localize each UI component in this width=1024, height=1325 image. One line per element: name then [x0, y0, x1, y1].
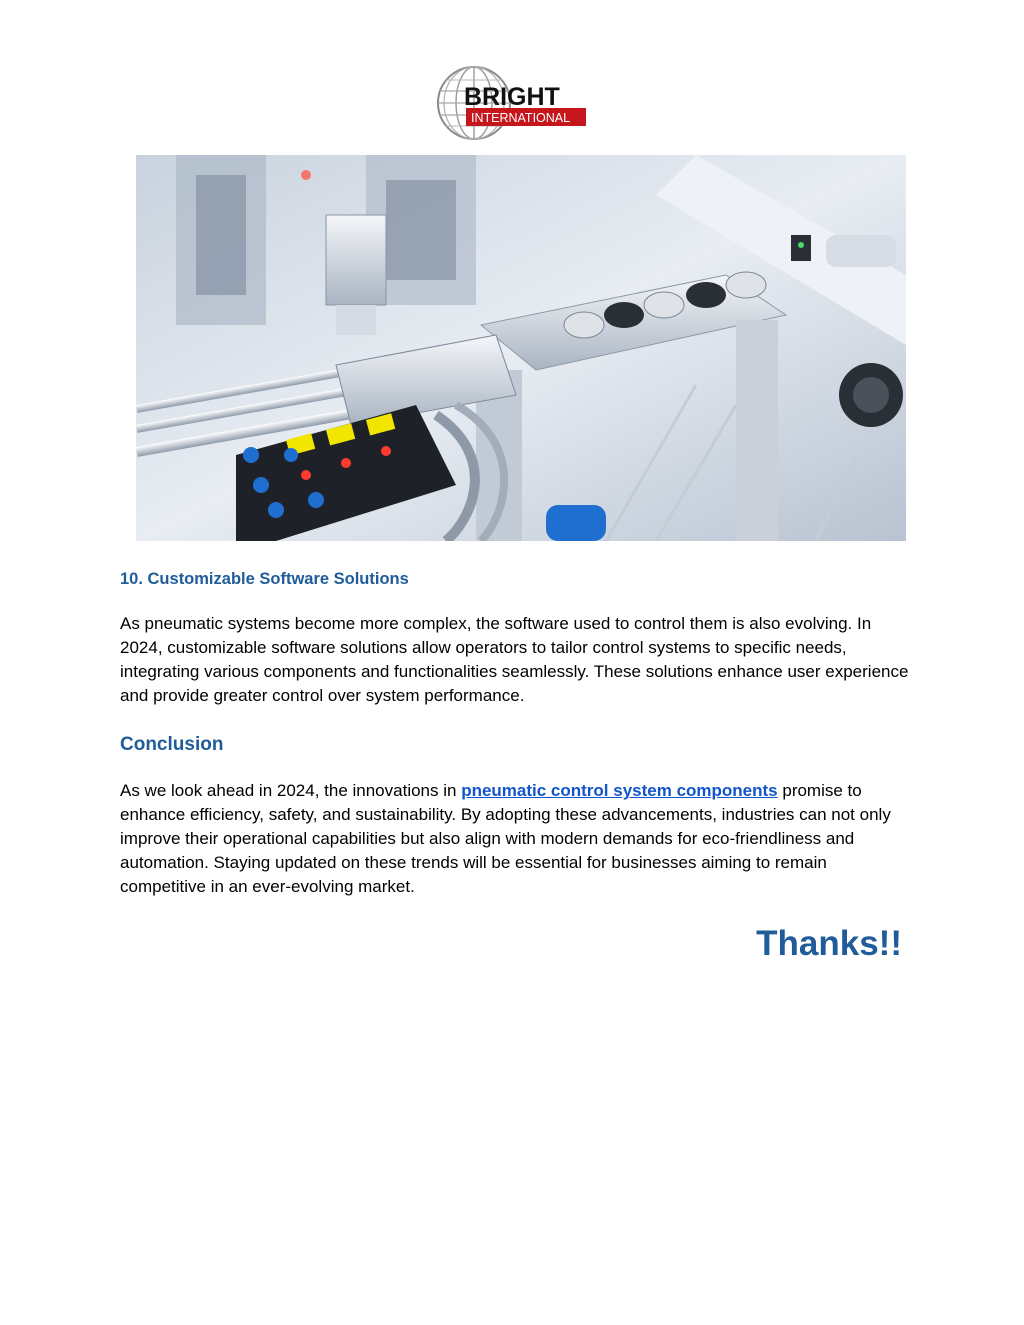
section-heading: 10. Customizable Software Solutions	[120, 570, 409, 588]
conclusion-heading: Conclusion	[120, 734, 224, 755]
conclusion-text-end: promise to enhance efficiency, safety, and sustainability. By adopting these advancements, industries can not only improve their operational capabilities but also align with modern demands for eco-friendliness and automation. Staying updated on these trends will be essential for businesses aiming to remain competitive in an ever-evolving market.	[120, 781, 891, 896]
conclusion-paragraph	[120, 779, 910, 899]
logo-wordmark: BRIGHT	[464, 83, 560, 111]
hero-image	[136, 155, 906, 541]
conclusion-text-start: As we look ahead in 2024, the innovations in	[120, 781, 462, 800]
brand-logo	[434, 64, 590, 142]
pneumatic-components-link[interactable]: pneumatic control system components	[461, 781, 778, 800]
logo-subtitle: INTERNATIONAL	[471, 111, 571, 125]
closing-thanks: Thanks!!	[756, 924, 902, 963]
section-paragraph: As pneumatic systems become more complex, the software used to control them is also evolving. In 2024, customizable software solutions allow operators to tailor control systems to specific needs, integrating various components and functionalities seamlessly. These solutions enhance user experience and provide greater control over system performance.	[120, 614, 909, 705]
